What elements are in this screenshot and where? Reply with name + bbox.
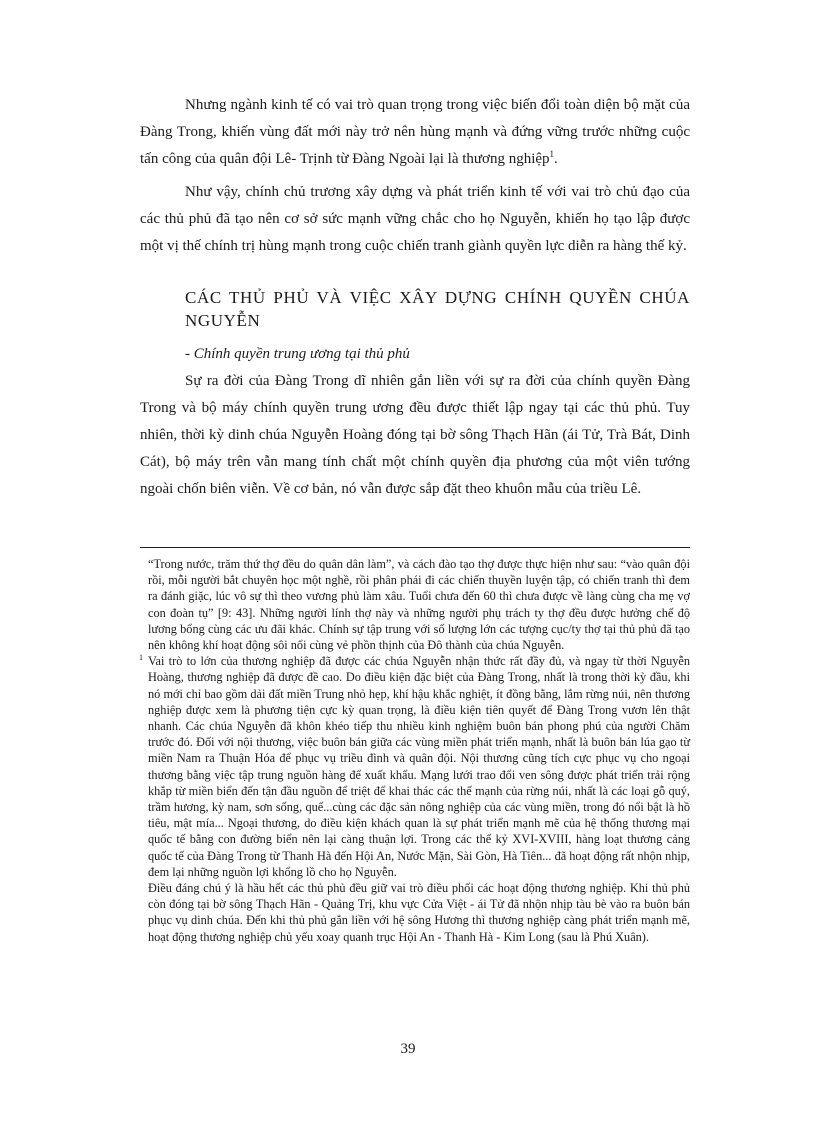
- footnote-1: [139, 653, 690, 945]
- footnote-ref-1[interactable]: 1: [549, 149, 555, 159]
- paragraph-commerce-text: Nhưng ngành kinh tế có vai trò quan trọng trong việc biến đổi toàn diện bộ mặt của Đàng Trong, khiến vùng đất mới này trở nên hùng mạnh và đứng vững trước những cuộc tấn công của quân đội Lê- Trịnh từ Đàng Ngoài lại là thương nghiệp: [140, 97, 690, 167]
- footnote-separator: [140, 547, 690, 548]
- footnote-continued: “Trong nước, trăm thứ thợ đều do quân dân làm”, và cách đào tạo thợ được thực hiện như sau: “vào quân đội rồi, mỗi người bắt chuyên học một nghề, rồi phân phái đi các chiến thuyền luyện tập, có chiến tranh thì đem ra đánh giặc, lúc vô sự thì theo vương phủ làm xâu. Tuổi chưa đến 60 thì chưa được về làng cùng cha mẹ vợ con đoàn tụ” [9: 43]. Những người lính thợ này và những người phụ trách ty thợ đều được hưởng chế độ lương bổng cùng các ưu đãi khác. Chính sự tập trung với số lượng lớn các tượng cục/ty thợ tại thủ phủ đã tạo nên không khí hoạt động sôi nổi cùng vẻ phồn thịnh của Đô thành của chúa Nguyễn.: [148, 557, 690, 653]
- paragraph-commerce: [140, 92, 690, 173]
- footnotes: [139, 556, 690, 945]
- footnote-1-number: 1: [139, 653, 143, 663]
- page-number: 39: [400, 1041, 416, 1057]
- section-subheading: - Chính quyền trung ương tại thủ phủ: [185, 346, 410, 362]
- page-body: [140, 92, 690, 509]
- paragraph-commerce-tail: .: [554, 151, 558, 167]
- footnote-1-text: Vai trò to lớn của thương nghiệp đã được các chúa Nguyễn nhận thức rất đầy đủ, và ngay từ thời Nguyễn Hoàng, thương nghiệp đã được đề cao. Do điều kiện đặc biệt của Đàng Trong, nhất là trong thời kỳ đầu, khi nó mới chỉ bao gồm dải đất miền Trung nhỏ hẹp, khí hậu khắc nghiệt, ít đồng bằng, lắm rừng núi, nên thương nghiệp được xem là phương tiện cực kỳ quan trọng, là điều kiện tiên quyết để Đàng Trong vươn lên thật nhanh. Các chúa Nguyễn đã khôn khéo tiếp thu nhiều kinh nghiệm buôn bán phong phú của người Chăm trước đó. Đối với nội thương, việc buôn bán giữa các vùng miền phát triển mạnh, nhất là buôn bán lúa gạo từ miền Nam ra Thuận Hóa để phục vụ triều đình và quân đội. Nội thương cũng tích cực phục vụ cho ngoại thương bằng việc tập trung nguồn hàng để xuất khẩu. Mạng lưới trao đổi ven sông được phát triển trải rộng khắp từ miền biển đến tận đầu nguồn để triệt để khai thác các thế mạnh của rừng núi, nhất là các loại gỗ quý, trầm hương, kỳ nam, sơn sống, quế...cùng các đặc sản nông nghiệp của các vùng miền, trong đó nổi bật là hồ tiêu, mật mía... Ngoại thương, do điều kiện khách quan là sự phát triển mạnh mẽ của hệ thống thương mại quốc tế bằng con đường biển nên lại càng thuận lợi. Trong các thế kỷ XVI-XVIII, hàng loạt thương cảng quốc tế của Đàng Trong từ Thanh Hà đến Hội An, Nước Mặn, Sài Gòn, Hà Tiên... đã hoạt động rất nhộn nhịp, đem lại những nguồn lợi khổng lồ cho họ Nguyễn.: [148, 654, 690, 879]
- section-heading: CÁC THỦ PHỦ VÀ VIỆC XÂY DỰNG CHÍNH QUYỀN CHÚA NGUYỄN: [185, 288, 690, 330]
- footnote-1-extra: Điều đáng chú ý là hầu hết các thủ phủ đều giữ vai trò điều phối các hoạt động thương nghiệp. Khi thủ phủ còn đóng tại bờ sông Thạch Hãn - Quảng Trị, khu vực Cửa Việt - ái Tử đã nhộn nhịp tàu bè vào ra buôn bán phục vụ dinh chúa. Đến khi thủ phủ gắn liền với hệ sông Hương thì thương nghiệp càng phát triển mạnh mẽ, hoạt động thương nghiệp chủ yếu xoay quanh trục Hội An - Thanh Hà - Kim Long (sau là Phú Xuân).: [148, 881, 690, 944]
- paragraph-central-government: Sự ra đời của Đàng Trong dĩ nhiên gắn liền với sự ra đời của chính quyền Đàng Trong và bộ máy chính quyền trung ương đều được thiết lập ngay tại các thủ phủ. Tuy nhiên, thời kỳ dinh chúa Nguyễn Hoàng đóng tại bờ sông Thạch Hãn (ái Tử, Trà Bát, Dinh Cát), bộ máy trên vẫn mang tính chất một chính quyền địa phương của một viên tướng ngoài chốn biên viễn. Về cơ bản, nó vẫn được sắp đặt theo khuôn mẫu của triều Lê.: [140, 373, 690, 497]
- paragraph-conclusion: Như vậy, chính chủ trương xây dựng và phát triển kinh tế với vai trò chủ đạo của các thủ phủ đã tạo nên cơ sở sức mạnh vững chắc cho họ Nguyễn, khiến họ tạo lập được một vị thế chính trị hùng mạnh trong cuộc chiến tranh giành quyền lực diễn ra hàng thế kỷ.: [140, 184, 690, 254]
